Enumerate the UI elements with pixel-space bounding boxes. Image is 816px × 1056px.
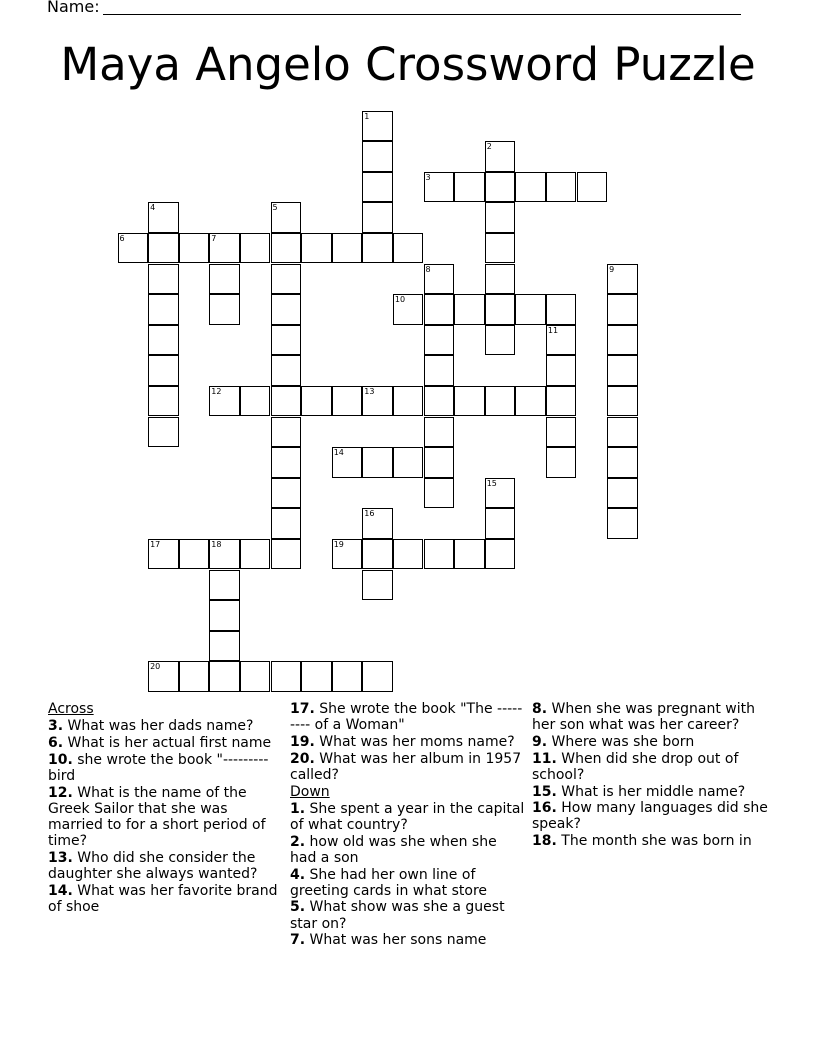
grid-cell[interactable] [607, 386, 638, 417]
clue-text: What is the name of the Greek Sailor that she was married to for a short period of time? [48, 784, 266, 850]
grid-cell[interactable] [577, 172, 608, 203]
grid-cell[interactable] [332, 233, 363, 264]
clue-text: What was her moms name? [314, 733, 515, 750]
clue-number-label: 8. [532, 701, 548, 717]
grid-cell[interactable] [485, 478, 516, 509]
grid-cell[interactable] [393, 233, 424, 264]
grid-cell[interactable] [485, 539, 516, 570]
grid-cell[interactable] [209, 539, 240, 570]
clue-number: 2 [486, 142, 492, 152]
clue-item [48, 752, 280, 784]
grid-cell[interactable] [209, 631, 240, 662]
grid-cell[interactable] [424, 478, 455, 509]
grid-cell[interactable] [240, 233, 271, 264]
clue-number-label: 12. [48, 784, 73, 801]
grid-cell[interactable] [148, 233, 179, 264]
grid-cell[interactable] [424, 417, 455, 448]
grid-cell[interactable] [362, 539, 393, 570]
grid-cell[interactable] [271, 478, 302, 509]
clue-text: Where was she born [547, 733, 695, 750]
clue-text: When she was pregnant with her son what was her career? [532, 701, 755, 734]
clue-item [532, 800, 768, 832]
clue-number: 16 [364, 509, 375, 519]
grid-cell[interactable] [271, 355, 302, 386]
clue-number-label: 5. [290, 899, 306, 916]
grid-cell[interactable] [271, 386, 302, 417]
grid-cell[interactable] [362, 447, 393, 478]
grid-cell[interactable] [209, 386, 240, 417]
grid-cell[interactable] [301, 661, 332, 692]
grid-cell[interactable] [271, 539, 302, 570]
grid-cell[interactable] [393, 386, 424, 417]
clue-number-label: 18. [532, 833, 557, 850]
clue-text: She wrote the book "The --------- of a Woman" [290, 701, 523, 734]
clue-number: 10 [394, 295, 406, 305]
grid-cell[interactable] [209, 294, 240, 325]
grid-cell[interactable] [485, 172, 516, 203]
clue-number-label: 10. [48, 751, 73, 768]
grid-cell[interactable] [271, 447, 302, 478]
clues-column-3 [532, 701, 768, 850]
grid-cell[interactable] [148, 417, 179, 448]
clue-number: 5 [272, 203, 278, 213]
clue-item [532, 734, 768, 750]
clue-text: What was her album in 1957 called? [290, 750, 522, 783]
grid-cell[interactable] [424, 355, 455, 386]
grid-cell[interactable] [148, 661, 179, 692]
clue-item [532, 701, 768, 733]
clue-number: 20 [150, 662, 161, 672]
grid-cell[interactable] [362, 233, 393, 264]
clue-item [532, 751, 768, 783]
clue-number: 17 [150, 539, 161, 549]
grid-cell[interactable] [393, 539, 424, 570]
grid-cell[interactable] [424, 539, 455, 570]
clue-text: She spent a year in the capital of what country? [290, 800, 525, 833]
grid-cell[interactable] [148, 325, 179, 356]
page-title: Maya Angelo Crossword Puzzle [60, 38, 756, 91]
clue-text: how old was she when she had a son [290, 833, 497, 866]
grid-cell[interactable] [546, 447, 577, 478]
clue-number-label: 9. [532, 733, 548, 750]
grid-cell[interactable] [424, 447, 455, 478]
grid-cell[interactable] [546, 172, 577, 203]
grid-cell[interactable] [362, 141, 393, 172]
clue-number-label: 1. [290, 800, 306, 817]
grid-cell[interactable] [515, 294, 546, 325]
clue-item [290, 801, 526, 833]
clue-number-label: 7. [290, 932, 306, 949]
grid-cell[interactable] [485, 508, 516, 539]
clue-number-label: 4. [290, 866, 306, 883]
clue-number-label: 15. [532, 783, 557, 800]
grid-cell[interactable] [546, 417, 577, 448]
grid-cell[interactable] [607, 478, 638, 509]
clue-item [48, 883, 280, 915]
clue-number-label: 6. [48, 734, 64, 751]
grid-cell[interactable] [485, 386, 516, 417]
clue-item [532, 784, 768, 800]
clue-item [290, 751, 526, 783]
grid-cell[interactable] [424, 172, 455, 203]
grid-cell[interactable] [271, 294, 302, 325]
grid-cell[interactable] [209, 570, 240, 601]
grid-cell[interactable] [424, 386, 455, 417]
grid-cell[interactable] [393, 447, 424, 478]
grid-cell[interactable] [607, 325, 638, 356]
grid-cell[interactable] [332, 539, 363, 570]
clue-number-label: 19. [290, 733, 315, 750]
clue-text: The month she was born in [556, 833, 752, 850]
grid-cell[interactable] [240, 539, 271, 570]
grid-cell[interactable] [546, 294, 577, 325]
grid-cell[interactable] [148, 355, 179, 386]
clue-text: What was her favorite brand of shoe [48, 882, 278, 915]
grid-cell[interactable] [332, 661, 363, 692]
grid-cell[interactable] [607, 355, 638, 386]
grid-cell[interactable] [454, 539, 485, 570]
grid-cell[interactable] [118, 233, 149, 264]
clue-text: she wrote the book "--------- bird [48, 751, 269, 784]
grid-cell[interactable] [271, 325, 302, 356]
clue-text: Who did she consider the daughter she always wanted? [48, 849, 258, 883]
grid-cell[interactable] [362, 386, 393, 417]
grid-cell[interactable] [393, 294, 424, 325]
clue-number: 11 [547, 325, 559, 335]
grid-cell[interactable] [515, 172, 546, 203]
grid-cell[interactable] [209, 661, 240, 692]
clue-text: How many languages did she speak? [532, 800, 768, 833]
clue-number-label: 14. [48, 882, 73, 899]
grid-cell[interactable] [485, 141, 516, 172]
clue-number: 3 [425, 172, 431, 182]
grid-cell[interactable] [148, 539, 179, 570]
clue-number: 9 [609, 264, 615, 274]
clue-text: What is her middle name? [556, 783, 746, 800]
grid-cell[interactable] [209, 264, 240, 295]
clue-number-label: 2. [290, 833, 306, 850]
clue-number: 1 [364, 111, 370, 121]
clue-number: 4 [150, 203, 156, 213]
grid-cell[interactable] [148, 264, 179, 295]
grid-cell[interactable] [148, 294, 179, 325]
clue-number-label: 13. [48, 849, 73, 866]
clue-number-label: 20. [290, 750, 315, 767]
grid-cell[interactable] [485, 202, 516, 233]
clue-number-label: 3. [48, 718, 64, 735]
clue-number: 12 [211, 386, 222, 396]
grid-cell[interactable] [607, 264, 638, 295]
grid-cell[interactable] [454, 294, 485, 325]
clue-number: 8 [425, 264, 431, 274]
clue-number-label: 17. [290, 701, 315, 717]
clue-number-label: 16. [532, 800, 557, 817]
clue-item [48, 735, 280, 751]
grid-cell[interactable] [301, 386, 332, 417]
grid-cell[interactable] [485, 233, 516, 264]
clues-column-2 [290, 701, 526, 949]
clue-number: 13 [364, 386, 375, 396]
grid-cell[interactable] [209, 233, 240, 264]
grid-cell[interactable] [362, 202, 393, 233]
grid-cell[interactable] [240, 386, 271, 417]
grid-cell[interactable] [271, 264, 302, 295]
grid-cell[interactable] [362, 111, 393, 142]
clue-item [290, 834, 526, 866]
clue-item [48, 850, 280, 882]
grid-cell[interactable] [271, 202, 302, 233]
clue-item [290, 867, 526, 899]
grid-cell[interactable] [362, 508, 393, 539]
grid-cell[interactable] [271, 233, 302, 264]
clue-item [48, 785, 280, 850]
clue-text: What is her actual first name [63, 734, 272, 751]
name-label: Name: [47, 0, 100, 16]
clue-number: 18 [211, 539, 222, 549]
clue-text: She had her own line of greeting cards in what store [290, 866, 488, 899]
grid-cell[interactable] [271, 508, 302, 539]
grid-cell[interactable] [362, 570, 393, 601]
down-header: Down [290, 783, 330, 800]
grid-cell[interactable] [607, 447, 638, 478]
grid-cell[interactable] [148, 386, 179, 417]
clue-item [290, 932, 526, 948]
clue-number: 14 [333, 448, 344, 458]
grid-cell[interactable] [454, 386, 485, 417]
grid-cell[interactable] [179, 661, 210, 692]
grid-cell[interactable] [148, 202, 179, 233]
clue-text: When did she drop out of school? [532, 750, 739, 783]
clue-item [532, 833, 768, 849]
grid-cell[interactable] [179, 233, 210, 264]
grid-cell[interactable] [607, 294, 638, 325]
grid-cell[interactable] [424, 264, 455, 295]
grid-cell[interactable] [362, 661, 393, 692]
grid-cell[interactable] [301, 233, 332, 264]
grid-cell[interactable] [424, 325, 455, 356]
grid-cell[interactable] [240, 661, 271, 692]
grid-cell[interactable] [546, 325, 577, 356]
clues-column-1 [48, 701, 280, 916]
clue-item [290, 734, 526, 750]
clue-number: 7 [211, 233, 217, 243]
across-header: Across [48, 701, 94, 717]
clue-item [48, 718, 280, 734]
grid-cell[interactable] [271, 417, 302, 448]
grid-cell[interactable] [454, 172, 485, 203]
clue-item [290, 899, 526, 931]
grid-cell[interactable] [271, 661, 302, 692]
grid-cell[interactable] [607, 508, 638, 539]
grid-cell[interactable] [546, 386, 577, 417]
grid-cell[interactable] [209, 600, 240, 631]
grid-cell[interactable] [332, 447, 363, 478]
clue-text: What was her sons name [305, 932, 487, 949]
grid-cell[interactable] [485, 264, 516, 295]
clue-text: What show was she a guest star on? [290, 899, 505, 932]
clue-number: 15 [486, 478, 497, 488]
grid-cell[interactable] [607, 417, 638, 448]
grid-cell[interactable] [179, 539, 210, 570]
clue-number-label: 11. [532, 750, 557, 767]
grid-cell[interactable] [485, 325, 516, 356]
grid-cell[interactable] [362, 172, 393, 203]
grid-cell[interactable] [515, 386, 546, 417]
clue-text: What was her dads name? [63, 718, 254, 735]
clue-number: 6 [119, 233, 125, 243]
clue-item [290, 701, 526, 733]
grid-cell[interactable] [485, 294, 516, 325]
clue-number: 19 [333, 539, 344, 549]
grid-cell[interactable] [332, 386, 363, 417]
grid-cell[interactable] [424, 294, 455, 325]
grid-cell[interactable] [546, 355, 577, 386]
